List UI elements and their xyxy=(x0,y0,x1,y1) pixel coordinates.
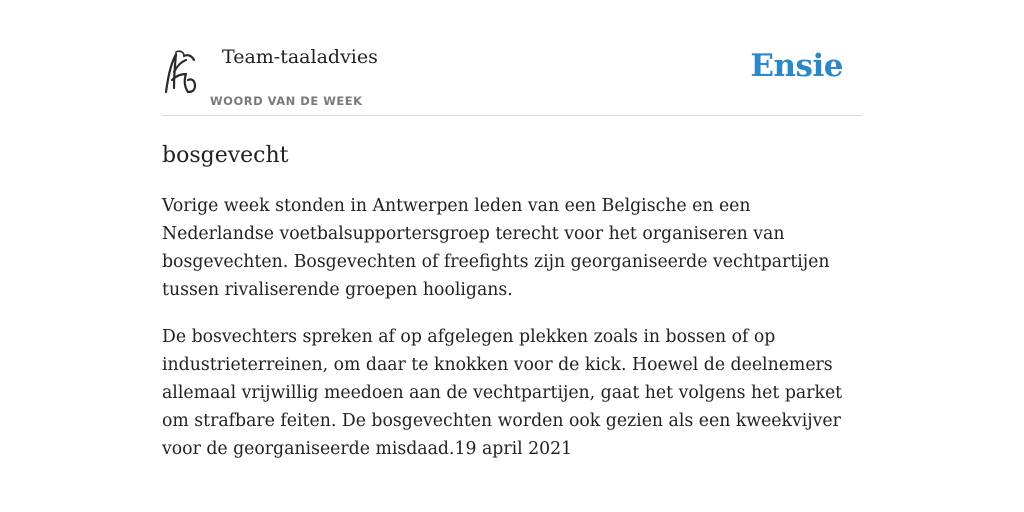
word-of-the-week-card xyxy=(162,40,862,463)
publication-date: 19 april 2021 xyxy=(454,439,573,459)
article-paragraph xyxy=(162,323,862,463)
paragraph-text: De bosvechters spreken af op afgelegen plekken zoals in bossen of op industrieterreinen, om daar te knokken voor de kick. Hoewel de deelnemers allemaal vrijwillig meedoen aan de vechtpartijen, gaat het volgens het parket om strafbare feiten. De bosgevechten worden ook gezien als een kweekvijver voor de georganiseerde misdaad. xyxy=(162,327,843,459)
brand-logo[interactable]: Ensie xyxy=(750,48,843,84)
organization-name: Team-taaladvies xyxy=(222,46,378,68)
flemish-lion-logo-icon xyxy=(162,48,200,96)
article-paragraph xyxy=(162,192,862,304)
card-header xyxy=(162,40,862,116)
word-title: bosgevecht xyxy=(162,143,289,168)
paragraph-text: Vorige week stonden in Antwerpen leden van een Belgische en een Nederlandse voetbalsupportersgroep terecht voor het organiseren van bosgevechten. Bosgevechten of freefights zijn georganiseerde vechtpartijen tussen rivaliserende groepen hooligans. xyxy=(162,196,830,300)
section-label: WOORD VAN DE WEEK xyxy=(210,94,363,108)
